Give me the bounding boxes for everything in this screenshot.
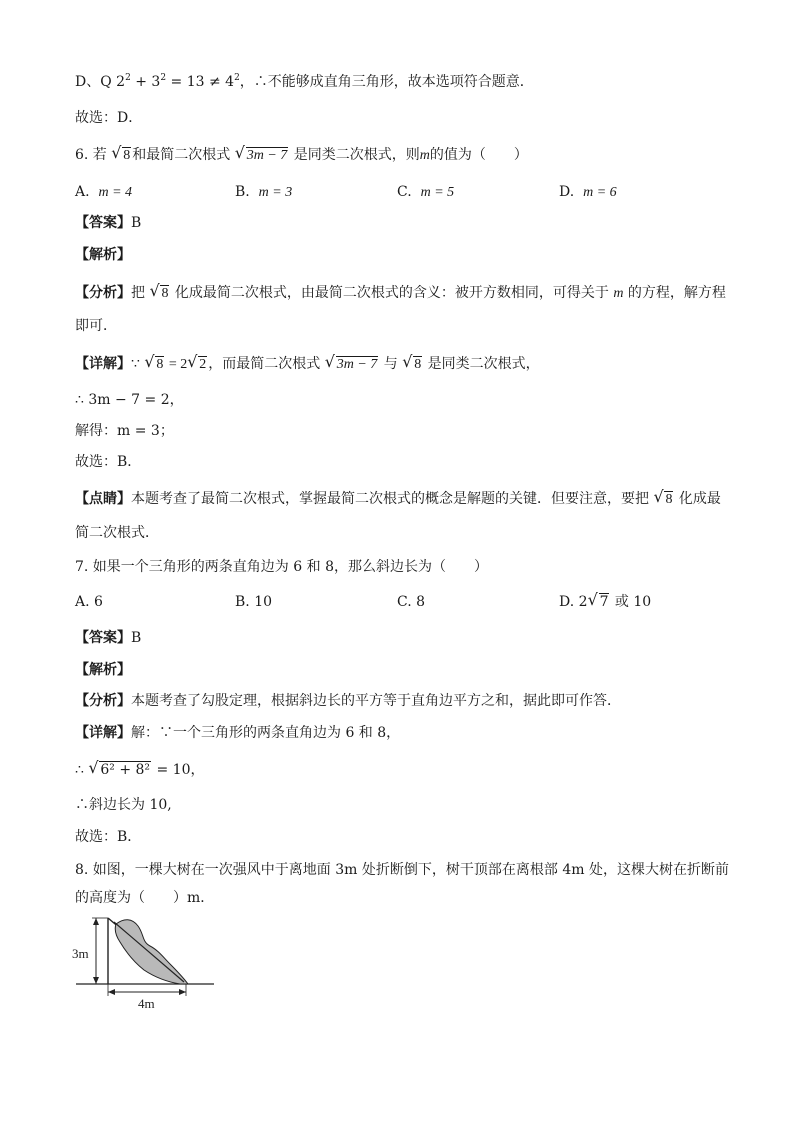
option-label: C. — [397, 184, 412, 200]
fenxi-text: 本题考查了勾股定理，根据斜边长的平方等于直角边平方之和，据此即可作答． — [131, 693, 621, 709]
q7-option-c — [397, 592, 425, 612]
q6-stem-text: 6. 若 — [75, 147, 112, 163]
option-value: 或 10 — [610, 594, 652, 610]
option-label: D. — [559, 594, 575, 610]
q5-choose-line: 故选：D． — [75, 110, 143, 126]
xiangjie-text: 与 — [379, 356, 403, 372]
step-text: = 10， — [152, 762, 205, 778]
fenxi-tag: 【分析】 — [75, 693, 131, 709]
dianjing-text: 本题考查了最简二次根式，掌握最简二次根式的概念是解题的关键．但要注意，要把 — [131, 491, 654, 507]
q6-choose: 故选：B． — [75, 454, 142, 470]
q6-option-b — [235, 182, 292, 203]
sqrt-expression — [188, 354, 207, 375]
option-label: B. — [235, 184, 250, 200]
radicand: 3m − 7 — [246, 148, 288, 163]
q6-dianjing — [75, 489, 721, 510]
arrow-right-icon — [179, 989, 186, 995]
fenxi-text: 的方程，解方程 — [623, 285, 726, 301]
q6-answer — [75, 213, 141, 233]
height-label: 3m — [72, 946, 89, 961]
radicand: 8 — [414, 357, 422, 372]
q7-options — [75, 592, 725, 612]
xiangjie-text: 解：∵一个三角形的两条直角边为 6 和 8， — [131, 725, 401, 741]
variable-m: m — [419, 148, 430, 163]
q6-stem-text: 是同类二次根式，则 — [289, 147, 420, 163]
q7-answer — [75, 628, 141, 648]
xiangjie-text: 是同类二次根式， — [423, 356, 540, 372]
dianjing-tag: 【点睛】 — [75, 491, 131, 507]
q7-analysis-tag: 【解析】 — [75, 662, 131, 678]
q5-exponent: 2 — [234, 73, 240, 83]
xiangjie-text: ，而最简二次根式 — [208, 356, 325, 372]
q7-step2: ∴斜边长为 10, — [75, 797, 172, 813]
xiangjie-text: ∵ — [131, 356, 145, 372]
tree-canopy — [115, 920, 188, 984]
answer-tag: 【答案】 — [75, 215, 131, 231]
width-label: 4m — [138, 996, 155, 1011]
radicand: 3m − 7 — [336, 357, 378, 372]
option-value: m = 3 — [258, 185, 293, 200]
xiangjie-text: = 2 — [165, 357, 188, 372]
q8-stem-line2: 的高度为（ ）m． — [75, 890, 215, 906]
answer-tag: 【答案】 — [75, 630, 131, 646]
fenxi-tag: 【分析】 — [75, 285, 131, 301]
sqrt-expression — [236, 145, 289, 166]
option-value: m = 5 — [420, 185, 455, 200]
q5-option-d-line — [75, 72, 534, 92]
q7-step1 — [75, 760, 204, 780]
arrow-up-icon — [93, 918, 99, 925]
q5-d-text: + 3 — [130, 74, 161, 90]
radicand: 8 — [156, 357, 164, 372]
sqrt-expression — [145, 354, 164, 375]
answer-value: B — [131, 215, 142, 231]
q6-dianjing-cont: 简二次根式． — [75, 525, 159, 541]
variable-m: m — [613, 286, 624, 301]
answer-value: B — [131, 630, 142, 646]
q6-options — [75, 182, 725, 202]
option-value: 6 — [94, 594, 103, 610]
q6-analysis-tag: 【解析】 — [75, 247, 131, 263]
option-label: A. — [75, 184, 90, 200]
radicand: 8 — [665, 492, 673, 507]
q5-d-text: ，∴不能够成直角三角形，故本选项符合题意． — [239, 74, 534, 90]
step-text: ∴ — [75, 762, 89, 778]
q6-fenxi — [75, 283, 726, 304]
option-label: C. — [397, 594, 412, 610]
arrow-left-icon — [108, 989, 115, 995]
q6-stem-text: 和最简二次根式 — [132, 147, 235, 163]
sqrt-expression — [112, 145, 131, 166]
broken-tree-figure — [72, 912, 218, 1012]
xiangjie-tag: 【详解】 — [75, 356, 131, 372]
q6-fenxi-cont: 即可． — [75, 318, 117, 334]
option-label: D. — [559, 184, 575, 200]
sqrt-expression — [654, 489, 673, 510]
q5-exponent: 2 — [125, 73, 131, 83]
q5-exponent: 2 — [160, 73, 167, 83]
sqrt-expression — [150, 283, 169, 304]
q7-fenxi — [75, 691, 621, 711]
radicand: 6² + 8² — [100, 762, 151, 778]
q7-xiangjie — [75, 723, 400, 743]
q7-choose: 故选：B． — [75, 829, 142, 845]
q7-stem: 7. 如果一个三角形的两条直角边为 6 和 8，那么斜边长为（ ） — [75, 559, 488, 575]
sqrt-expression — [403, 354, 422, 375]
option-value: 2 — [578, 594, 588, 610]
option-value: m = 6 — [583, 185, 617, 200]
q6-step1: ∴ 3m − 7 = 2， — [75, 392, 184, 408]
radicand: 8 — [123, 148, 131, 163]
q6-stem — [75, 145, 528, 166]
q6-option-c — [397, 182, 454, 203]
fenxi-text: 化成最简二次根式，由最简二次根式的含义：被开方数相同，可得关于 — [170, 285, 614, 301]
fenxi-text: 把 — [131, 285, 150, 301]
xiangjie-tag: 【详解】 — [75, 725, 131, 741]
q6-stem-text: 的值为（ ） — [429, 147, 528, 163]
option-label: A. — [75, 594, 90, 610]
sqrt-expression — [589, 592, 610, 612]
q6-step2: 解得：m = 3； — [75, 423, 174, 439]
sqrt-expression — [326, 354, 379, 375]
q6-option-a — [75, 182, 132, 203]
q8-stem-line1: 8. 如图，一棵大树在一次强风中于离地面 3m 处折断倒下，树干顶部在离根部 4m 处，这棵大树在折断前 — [75, 862, 729, 878]
radicand: 2 — [199, 357, 207, 372]
radicand: 8 — [161, 286, 169, 301]
q7-option-a — [75, 592, 103, 612]
option-value: 8 — [416, 594, 426, 610]
q6-option-d — [559, 182, 617, 203]
q5-d-text: = 13 ≠ 4 — [166, 74, 235, 90]
option-value: m = 4 — [98, 185, 133, 200]
q7-option-b — [235, 592, 272, 612]
option-value: 10 — [254, 594, 273, 610]
arrow-down-icon — [93, 977, 99, 984]
option-label: B. — [235, 594, 250, 610]
sqrt-expression — [89, 760, 151, 780]
radicand: 7 — [599, 594, 609, 610]
q6-xiangjie — [75, 354, 540, 375]
q5-d-text: D、Q 2 — [75, 74, 126, 90]
dianjing-text: 化成最 — [674, 491, 721, 507]
q7-option-d — [559, 592, 651, 612]
